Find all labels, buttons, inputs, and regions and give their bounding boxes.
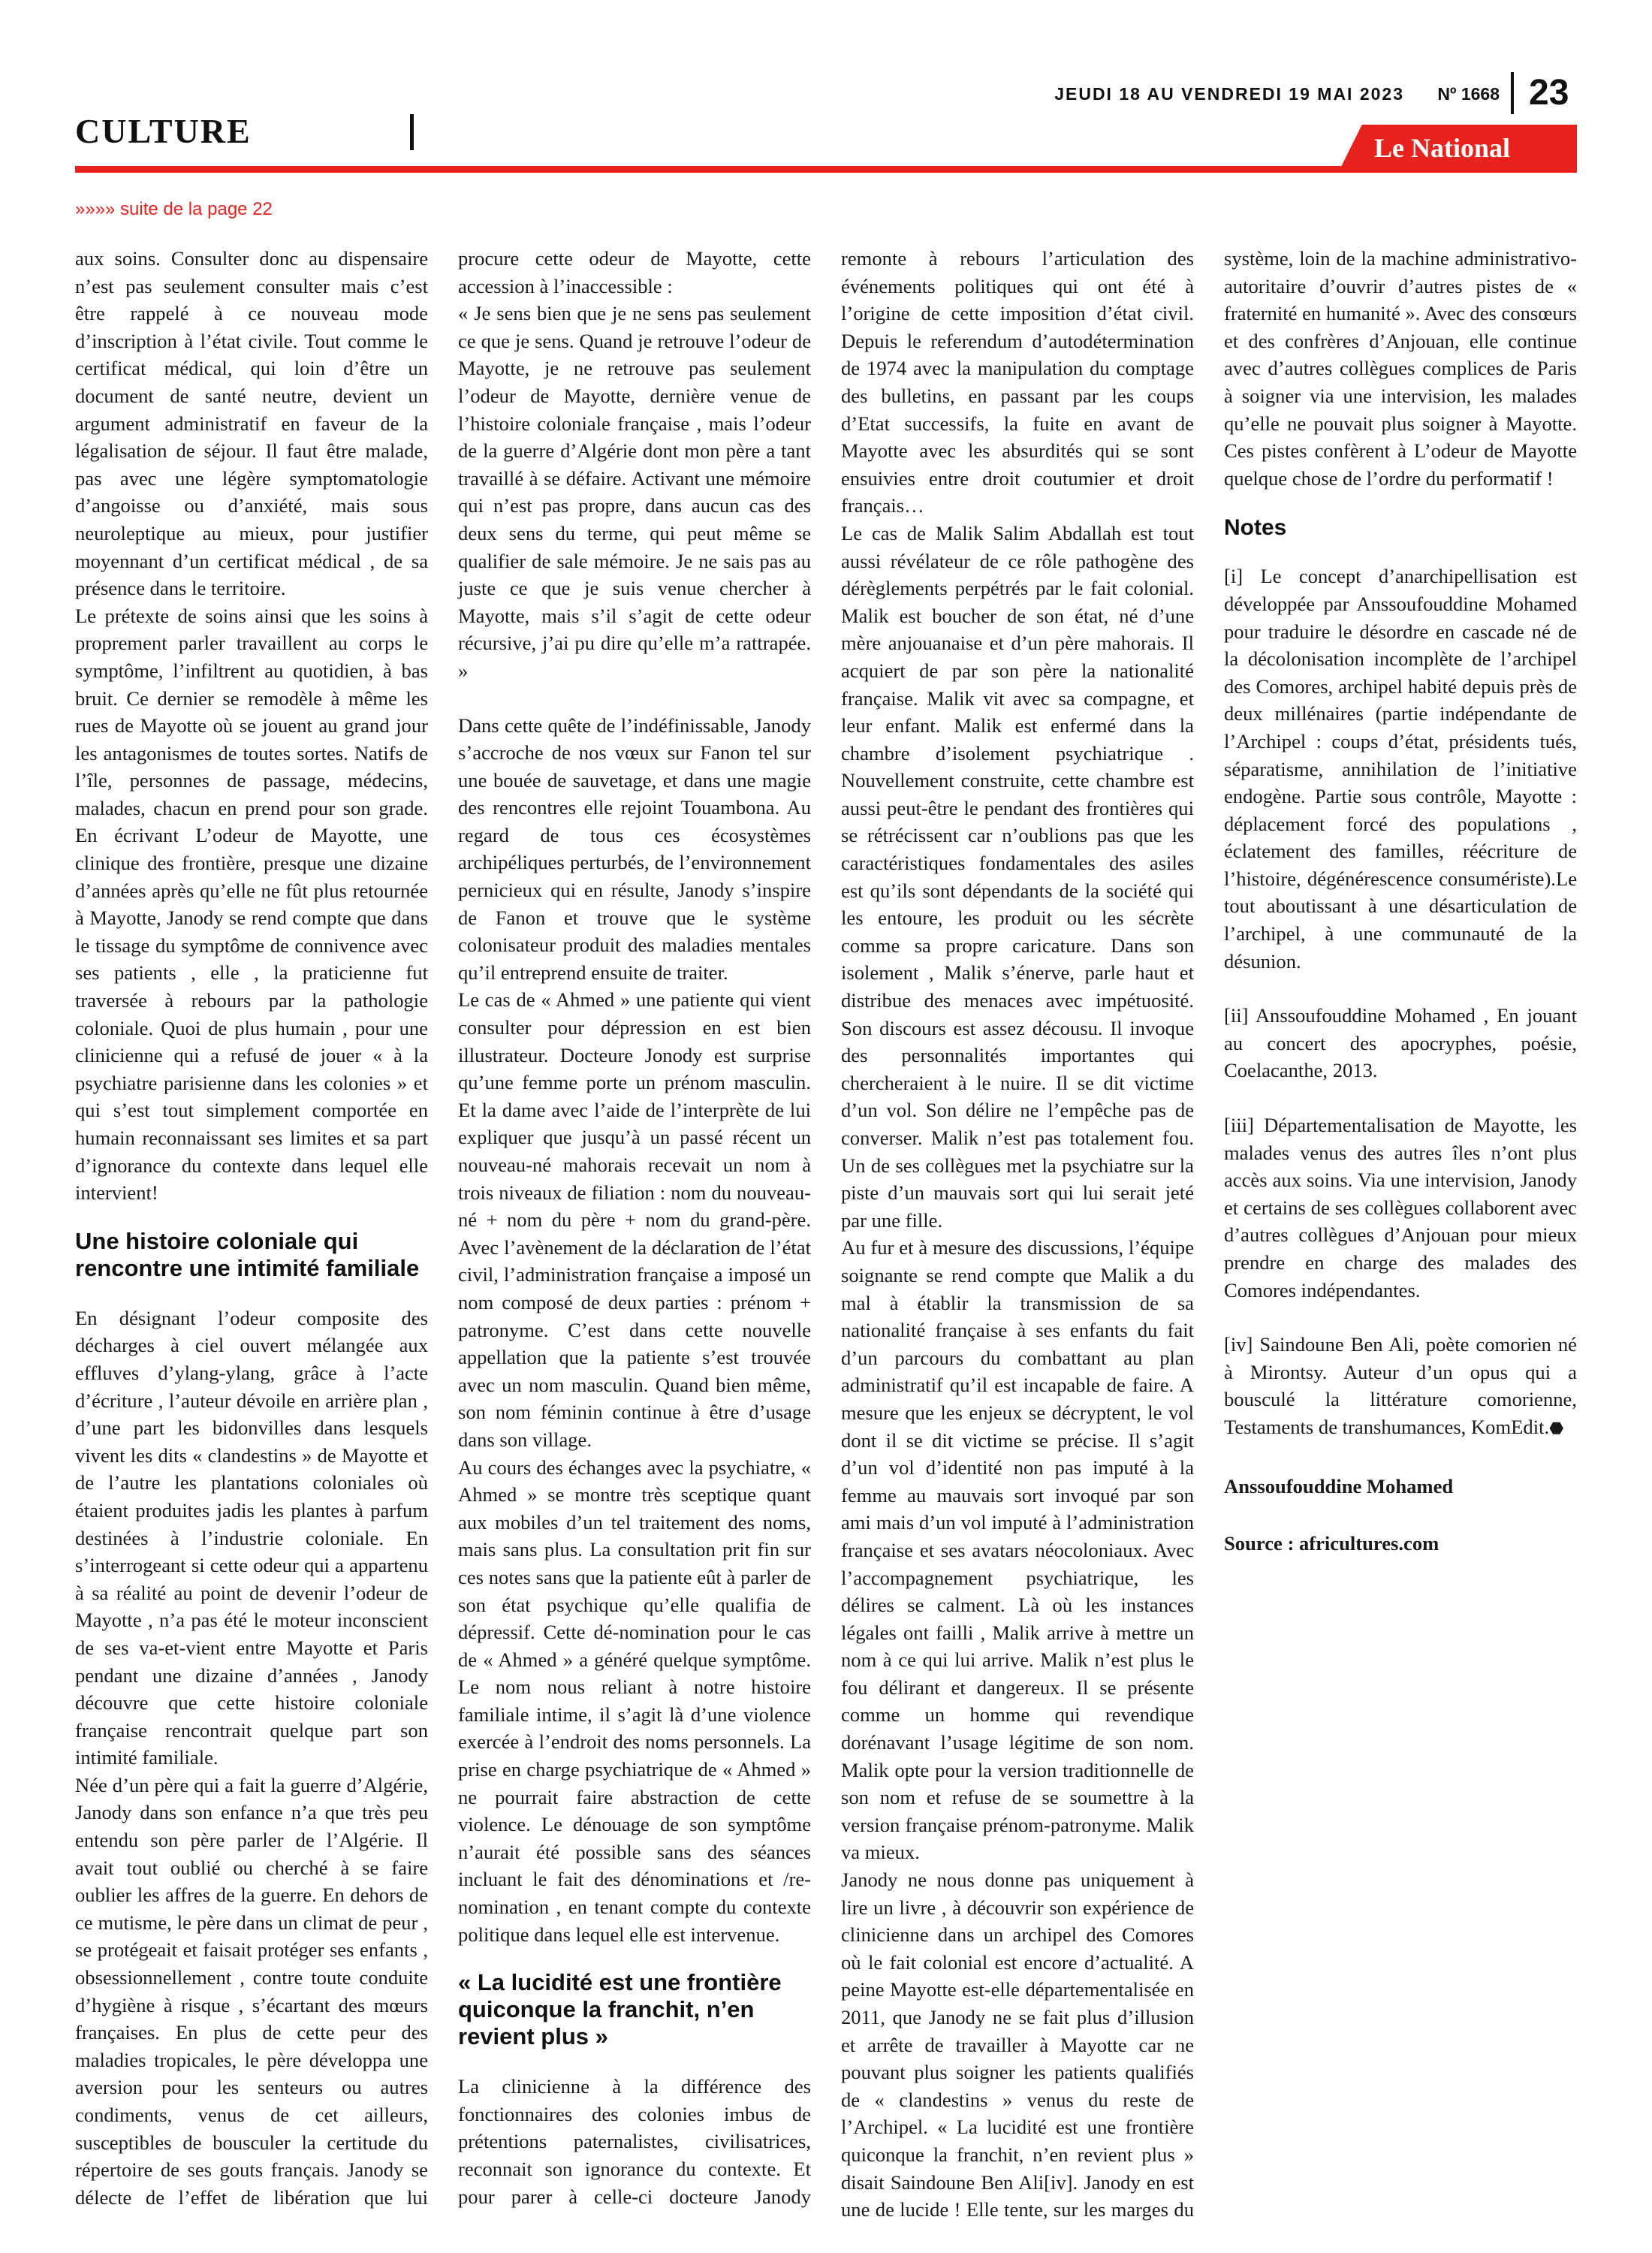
note-item — [1224, 1331, 1577, 1442]
article-paragraph: Née d’un père qui a fait la guerre d’Algérie, Janody dans son enfance n’a que très peu entendu son père parler de l’Algérie. Il avait tout oublié ou cherché à se faire oublier les affres de la guerre. En dehors de ce mutisme, le père dans un climat de peur , se protégeait et faisait protéger ses enfants , obsessionnellement , contre toute conduite d’hygiène à risque , s’écartant des mœurs françaises. En plus de cette peur des maladies tropicales, le père développa une aversion pour les senteurs ou autres condiments, venus de cet ailleurs, susceptibles de bousculer la certitude du répertoire de ses gouts français. Janody se délecte de l’effet de libération que lui procure cette odeur de Mayotte, cette accession à l’inaccessible : — [75, 247, 811, 2209]
issue-number: Nº 1668 — [1437, 84, 1500, 104]
note-item: [ii] Anssoufouddine Mohamed , En jouant au concert des apocryphes, poésie, Coelacanthe, 2013. — [1224, 1004, 1577, 1082]
section-divider — [410, 114, 414, 150]
note-item: [iii] Départementalisation de Mayotte, les malades venus des autres îles n’ont plus accès aux soins. Via une intervision, Janody et certains de ses collègues collaborent avec d’autres collègues d’Anjouan pour mieux prendre en charge des malades des Comores indépendantes. — [1224, 1114, 1577, 1301]
article-paragraph: Au fur et à mesure des discussions, l’équipe soignante se rend compte que Malik a du mal à établir la transmission de sa nationalité française à ses enfants du fait d’un parcours du combattant au plan administratif qu’il est incapable de faire. A mesure que les enjeux se décryptent, le vol dont il se dit victime se précise. Il s’agit d’un vol d’identité non pas imputé à la femme au mauvais sort invoqué par son ami mais d’un vol imputé à l’administration française et ses avatars néocoloniaux. Avec l’accompagnement psychiatrique, les délires se calment. Là où les instances légales ont failli , Malik arrive à mettre un nom à ce qui lui arrive. Malik n’est plus le fou délirant et dangereux. Il se présente comme un homme qui revendique dorénavant l’usage légitime de son nom. Malik opte pour la version traditionnelle de son nom et refuse de se soumettre à la version française prénom-patronyme. Malik va mieux. — [841, 1236, 1194, 1864]
article-paragraph: Le prétexte de soins ainsi que les soins à proprement parler travaillent au corps le symptôme, l’infiltrent au quotidien, à bas bruit. Ce dernier se remodèle à même les rues de Mayotte où se jouent au grand jour les antagonismes de toutes sortes. Natifs de l’île, personnes de passage, médecins, malades, chacun en prend pour son grade. En écrivant L’odeur de Mayotte, une clinique des frontière, presque une dizaine d’années après qu’elle ne fût plus retournée à Mayotte, Janody se rend compte que dans le tissage du symptôme de connivence avec ses patients , elle , la praticienne fut traversée à rebours par la pathologie coloniale. Quoi de plus humain , pour une clinicienne qui a refusé de jouer « à la psychiatre parisienne dans les colonies » et qui s’est tout simplement comportée en humain reconnaissant ses limites et sa part d’ignorance du contexte dans lequel elle intervient! — [75, 604, 428, 1205]
article-quote: « Je sens bien que je ne sens pas seulement ce que je sens. Quand je retrouve l’odeur de Mayotte, je ne retrouve pas seulement l’odeur de Mayotte, dernière venue de l’histoire coloniale française , mais l’odeur de la guerre d’Algérie dont mon père a tant travaillé à se défaire. Activant une mémoire qui n’est pas propre, dans aucun cas des deux sens du terme, qui peut même se qualifier de sale mémoire. Je ne sais pas au juste ce que je suis venue chercher à Mayotte, mais s’il s’agit de cette odeur récursive, j’ai pu dire qu’elle m’a rattrapée. » — [458, 302, 811, 682]
article-paragraph: Dans cette quête de l’indéfinissable, Janody s’accroche de nos vœux sur Fanon tel sur une bouée de sauvetage, et dans une magie des rencontres elle rejoint Touambona. Au regard de tous ces écosystèmes archipéliques perturbés, de l’environnement pernicieux qui en résulte, Janody s’inspire de Fanon et trouve que le système colonisateur produit des maladies mentales qu’il entreprend ensuite de traiter. — [458, 713, 811, 984]
page-number-divider — [1511, 72, 1514, 114]
source-credit: Source : africultures.com — [1224, 1532, 1439, 1555]
article-paragraph: Le cas de Malik Salim Abdallah est tout aussi révélateur de ce rôle pathogène des dérèglements perpétrés par le fait colonial. Malik est boucher de son état, né d’une mère anjouanaise et d’un père mahorais. Il acquiert de par son père la nationalité française. Malik vit avec sa compagne, et leur enfant. Malik est enfermé dans la chambre d’isolement psychiatrique . Nouvellement construite, cette chambre est aussi peut-être le pendant des frontières qui se rétrécissent car n’oublions pas que les caractéristiques fondamentales des asiles est qu’ils sont dépendants de la société qui les entoure, les produit ou les sécrète comme sa propre caricature. Dans son isolement , Malik s’énerve, parle haut et distribue des menaces avec impétuosité. Son discours est assez décousu. Il invoque des personnalités importantes qui chercheraient à le nuire. Il se dit victime d’un vol. Son délire ne l’empêche pas de converser. Malik n’est pas totalement fou. Un de ses collègues met la psychiatre sur la piste d’un mauvais sort qui lui serait jeté par une fille. — [841, 521, 1194, 1232]
article-paragraph: Le cas de « Ahmed » une patiente qui vient consulter pour dépression en est bien illustrateur. Docteure Jonody est surprise qu’une femme porte un prénom masculin. Et la dame avec l’aide de l’interprète de lui expliquer que jusqu’à un passé récent un nouveau-né mahorais recevait un nom à trois niveaux de filiation : nom du nouveau-né + nom du père + nom du grand-père. Avec l’avènement de la déclaration de l’état civil, l’administration française a imposé un nom composé de deux parties : prénom + patronyme. C’est dans cette nouvelle appellation que la patiente s’est trouvée avec un nom masculin. Quand bien même, son nom féminin continue à être d’usage dans son village. — [458, 988, 811, 1451]
continued-from-link[interactable]: »»»» suite de la page 22 — [75, 199, 273, 219]
page-number: 23 — [1529, 73, 1569, 113]
article-subheading: « La lucidité est une frontière quiconque la franchit, n’en revient plus » — [458, 1969, 782, 2050]
author-signature: Anssoufouddine Mohamed — [1224, 1474, 1454, 1497]
notes-heading: Notes — [1224, 515, 1287, 541]
article-paragraph: aux soins. Consulter donc au dispensaire n’est pas seulement consulter mais c’est être rappelé à ce nouveau mode d’inscription à l’état civile. Tout comme le certificat médical, qui loin d’être un document de santé neutre, devient un argument administratif en faveur de la légalisation de séjour. Il faut être malade, pas avec une légère symptomatologie d’angoisse ou d’anxiété, mais sous neuroleptique au mieux, pour justifier moyennant d’un certificat médical , de sa présence dans le territoire. — [75, 247, 428, 600]
article-paragraph: Janody ne nous donne pas uniquement à lire un livre , à découvrir son expérience de clinicienne dans un archipel des Comores où le fait colonial est encore d’actualité. A peine Mayotte est-elle départementalisée en 2011, que Janody ne se fait plus d’illusion et arrête de travailler à Mayotte car ne pouvant plus soigner les patients qualifiés de « clandestins » venus du reste de l’Archipel. « La lucidité est une frontière quiconque la franchit, n’en revient plus » disait Saindoune Ben Ali[iv]. Janody en est une de lucide ! Elle tente, sur les marges du système, loin de la machine administrativo-autoritaire d’ouvrir d’autres pistes de « fraternité en humanité ». Avec des consœurs et des confrères d’Anjouan, elle continue avec d’autres collègues complices de Paris à soigner via une intervision, les malades qu’elle ne pouvait plus soigner à Mayotte. Ces pistes confèrent à L’odeur de Mayotte quelque chose de l’ordre du performatif ! — [841, 247, 1577, 2221]
article-paragraph: Au cours des échanges avec la psychiatre, « Ahmed » se montre très sceptique quant aux mobiles d’un tel traitement des noms, mais sans plus. La consultation prit fin sur ces notes sans que la patiente eût à parler de son état psychique qu’elle qualifia de dépressif. Cette dé-nomination pour le cas de « Ahmed » a généré quelque symptôme. Le nom nous reliant à notre histoire familiale intime, il s’agit là d’une violence exercée à l’endroit des noms personnels. La prise en charge psychiatrique de « Ahmed » ne pourrait faire abstraction de cette violence. Le dénouage de son symptôme n’aurait été possible sans des séances incluant le fait des dénominations et /re-nomination , en tenant compte du contexte politique dans lequel elle est intervenue. — [458, 1455, 811, 1946]
article-subheading: Une histoire coloniale qui rencontre une intimité familiale — [75, 1227, 420, 1281]
article-paragraph: En désignant l’odeur composite des décharges à ciel ouvert mélangée aux effluves d’ylang-ylang, grâce à l’acte d’écriture , l’auteur dévoile en arrière plan , d’une part les bidonvilles dans lesquels vivent les dits « clandestins » de Mayotte et de l’autre les plantations coloniales où étaient produites jadis les plantes à parfum destinées à l’industrie coloniale. En s’interrogeant si cette odeur qui a appartenu à sa réalité au point de devenir l’odeur de Mayotte , n’a pas été le moteur inconscient de ses va-et-vient entre Mayotte et Paris pendant une dizaine d’années , Janody découvre que cette histoire coloniale française rencontrait quelque part son intimité familiale. — [75, 1306, 428, 1769]
article-body — [75, 245, 1577, 2235]
article-paragraph: La clinicienne à la différence des fonctionnaires des colonies imbus de prétentions paternalistes, civilisatrices, reconnait son ignorance du contexte. Et pour parer à celle-ci docteure Janody remonte à rebours l’articulation des événements politiques qui ont été à l’origine de cette imposition d’état civil. Depuis le referendum d’autodétermination de 1974 avec la manipulation du comptage des bulletins, en passant par les coups d’Etat successifs, la fuite en avant de Mayotte avec les absurdités qui se sont ensuivies entre droit coutumier et droit français… — [458, 247, 1194, 2208]
issue-date: JEUDI 18 AU VENDREDI 19 MAI 2023 — [1054, 84, 1404, 104]
end-mark-icon: ⬣ — [1549, 1418, 1564, 1437]
note-item: [i] Le concept d’anarchipellisation est développée par Anssoufouddine Mohamed pour traduire le désordre en cascade né de la décolonisation incomplète de l’archipel des Comores, archipel habité depuis près de deux millénaires (partie indépendante de l’Archipel : coups d’état, présidents tués, séparatisme, annihilation de l’initiative endogène. Partie sous contrôle, Mayotte : déplacement forcé des populations , éclatement des familles, réécriture de l’histoire, dégénérescence consumériste).Le tout aboutissant à une désarticulation de l’archipel, à une communauté de la désunion. — [1224, 565, 1577, 973]
brand-name: Le National — [1374, 133, 1511, 163]
section-title: CULTURE — [75, 112, 252, 150]
masthead — [0, 0, 1652, 180]
note-item-text: [iv] Saindoune Ben Ali, poète comorien né à Mirontsy. Auteur d’un opus qui a bousculé la littérature comorienne, Testaments de transhumances, KomEdit. — [1224, 1333, 1577, 1438]
